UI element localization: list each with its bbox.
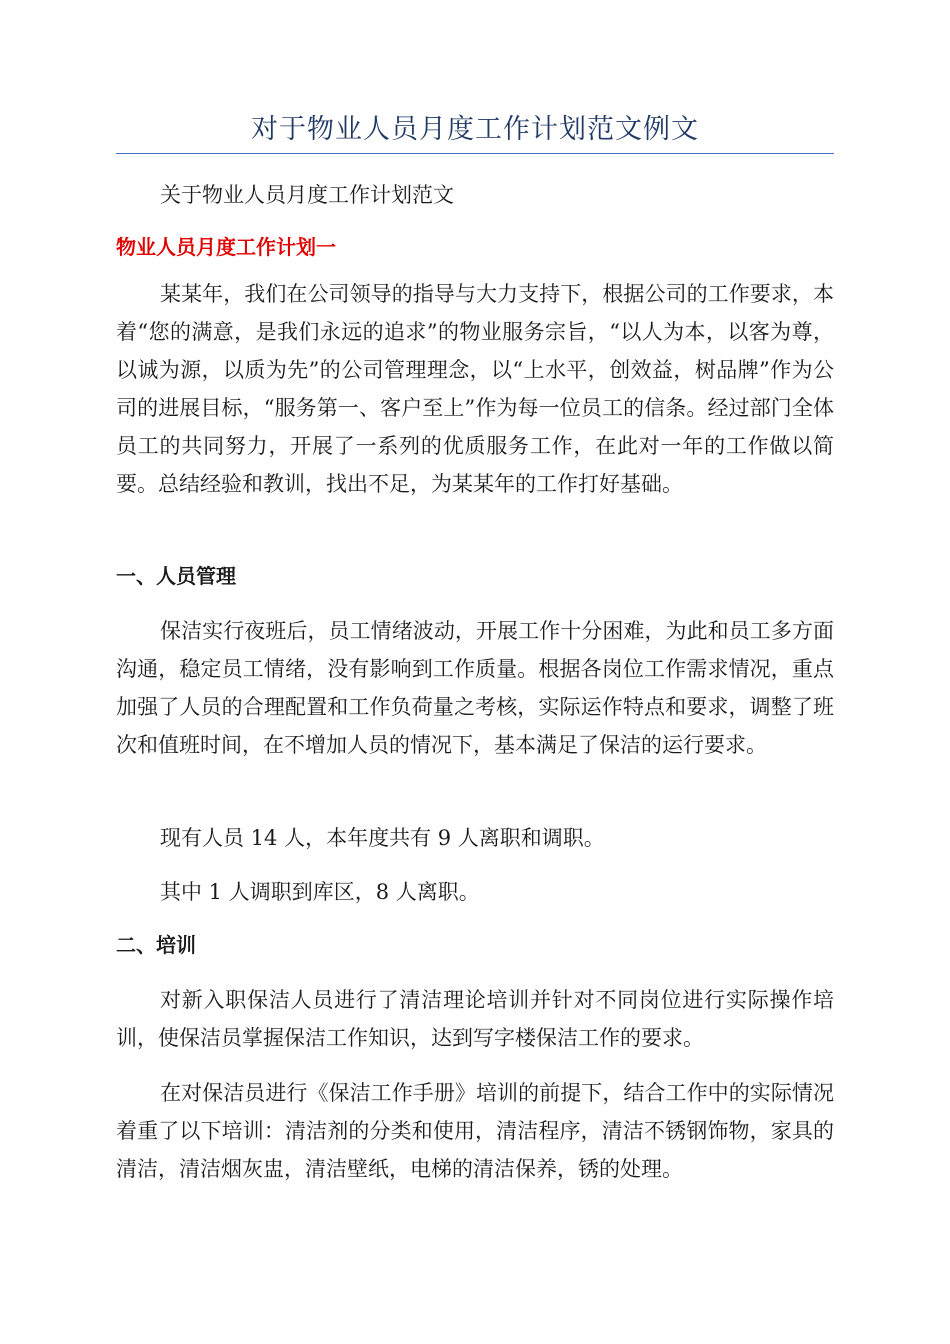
section-heading-training: 二、培训 xyxy=(116,933,196,957)
personnel-paragraph: 保洁实行夜班后，员工情绪波动，开展工作十分困难，为此和员工多方面沟通，稳定员工情绪，没有影响到工作质量。根据各岗位工作需求情况，重点加强了人员的合理配置和工作负荷量之考核，实际运作特点和要求，调整了班次和值班时间，在不增加人员的情况下，基本满足了保洁的运行要求。 xyxy=(116,619,834,757)
section-heading-main: 物业人员月度工作计划一 xyxy=(116,235,336,259)
title-underline xyxy=(116,153,834,154)
staff-count-paragraph: 现有人员 14 人，本年度共有 9 人离职和调职。 xyxy=(160,826,605,850)
document-subtitle: 关于物业人员月度工作计划范文 xyxy=(160,183,454,207)
staff-transfer-paragraph: 其中 1 人调职到库区，8 人离职。 xyxy=(160,880,480,904)
training-paragraph-1: 对新入职保洁人员进行了清洁理论培训并针对不同岗位进行实际操作培训，使保洁员掌握保洁工作知识，达到写字楼保洁工作的要求。 xyxy=(116,988,834,1050)
section-heading-personnel: 一、人员管理 xyxy=(116,564,236,588)
document-title: 对于物业人员月度工作计划范文例文 xyxy=(251,114,699,145)
training-paragraph-2: 在对保洁员进行《保洁工作手册》培训的前提下，结合工作中的实际情况着重了以下培训：清洁剂的分类和使用，清洁程序，清洁不锈钢饰物，家具的清洁，清洁烟灰盅，清洁壁纸，电梯的清洁保养，锈的处理。 xyxy=(116,1081,834,1181)
intro-paragraph: 某某年，我们在公司领导的指导与大力支持下，根据公司的工作要求，本着“您的满意，是我们永远的追求”的物业服务宗旨，“以人为本，以客为尊，以诚为源，以质为先”的公司管理理念，以“上水平，创效益，树品牌”作为公司的进展目标，“服务第一、客户至上”作为每一位员工的信条。经过部门全体员工的共同努力，开展了一系列的优质服务工作，在此对一年的工作做以简要。总结经验和教训，找出不足，为某某年的工作打好基础。 xyxy=(116,282,834,496)
